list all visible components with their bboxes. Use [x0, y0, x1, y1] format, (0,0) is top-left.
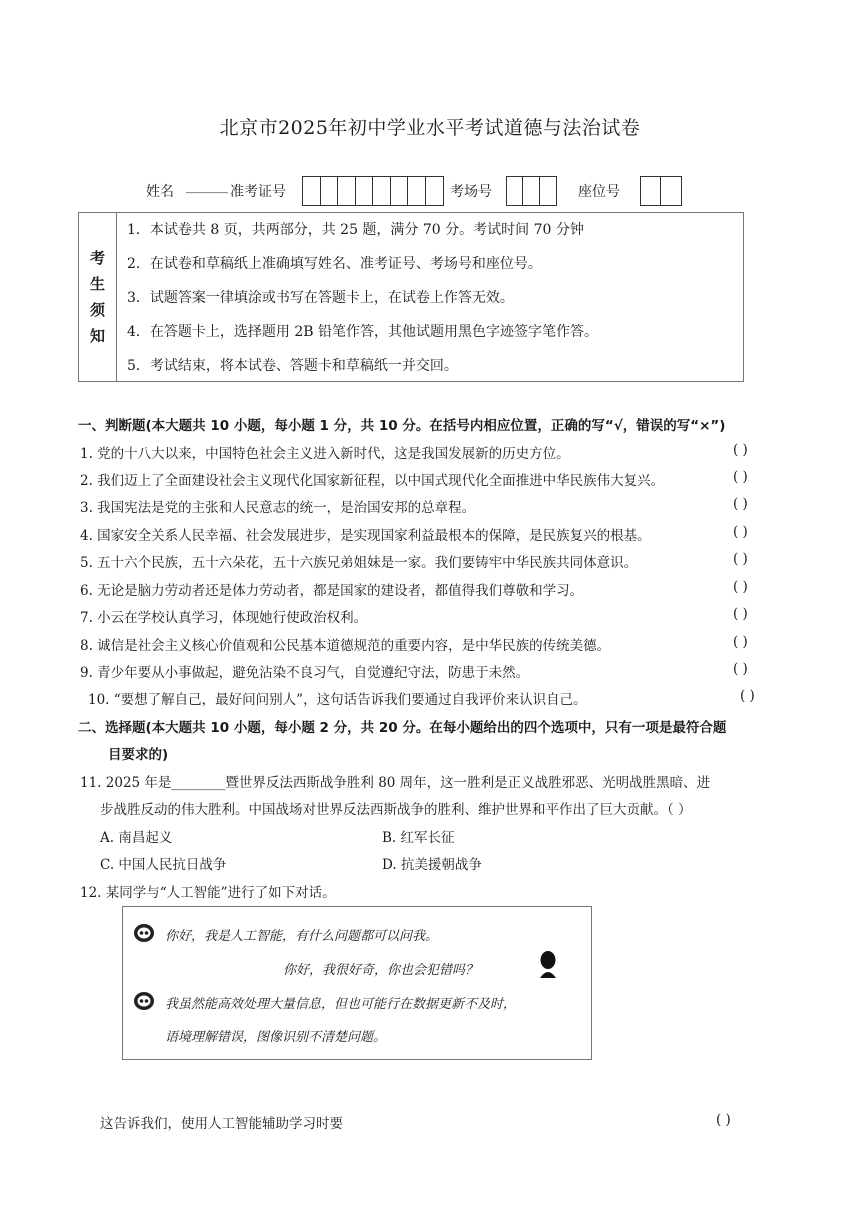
- student-avatar-icon: [537, 949, 559, 979]
- name-blank[interactable]: ______: [186, 178, 228, 194]
- candidate-info-row: [146, 176, 706, 206]
- notice-item: 4．在答题卡上，选择题用 2B 铅笔作答，其他试题用黑色字迹签字笔作答。: [127, 324, 599, 340]
- answer-paren[interactable]: ( ): [733, 634, 748, 650]
- question-12-stem: 12. 某同学与“人工智能”进行了如下对话。: [80, 885, 336, 901]
- name-label: 姓名: [146, 184, 174, 200]
- exam-number-boxes[interactable]: [302, 176, 444, 206]
- notice-item: 3．试题答案一律填涂或书写在答题卡上，在试卷上作答无效。: [127, 290, 514, 306]
- ai-robot-icon: [133, 991, 155, 1011]
- question-11-stem: 11. 2025 年是________暨世界反法西斯战争胜利 80 周年，这一胜利是正义战胜邪恶、光明战胜黑暗、进: [80, 775, 711, 791]
- question-9: 9. 青少年要从小事做起，避免沾染不良习气，自觉遵纪守法，防患于未然。: [80, 665, 530, 681]
- notice-heading: 考 生 须 知: [79, 213, 117, 381]
- answer-paren[interactable]: ( ): [733, 606, 748, 622]
- notice-item: 1．本试卷共 8 页，共两部分，共 25 题，满分 70 分。考试时间 70 分钟: [127, 222, 584, 238]
- question-4: 4. 国家安全关系人民幸福、社会发展进步，是实现国家利益最根本的保障，是民族复兴的根基。: [80, 528, 651, 544]
- question-7: 7. 小云在学校认真学习，体现她行使政治权利。: [80, 610, 368, 626]
- section-heading-continued: 目要求的): [108, 747, 169, 763]
- question-6: 6. 无论是脑力劳动者还是体力劳动者，都是国家的建设者，都值得我们尊敬和学习。: [80, 583, 584, 599]
- section-heading-true-false: 一、判断题(本大题共 10 小题，每小题 1 分，共 10 分。在括号内相应位置，正确的写“√，错误的写“×”): [78, 418, 726, 434]
- question-2: 2. 我们迈上了全面建设社会主义现代化国家新征程，以中国式现代化全面推进中华民族伟大复兴。: [80, 473, 665, 489]
- student-message: 你好，我很好奇，你也会犯错吗？: [283, 963, 479, 978]
- candidate-notice-box: [78, 212, 744, 382]
- answer-paren[interactable]: ( ): [716, 1112, 731, 1128]
- answer-paren[interactable]: ( ): [733, 551, 748, 567]
- question-11-stem-continued: 步战胜反动的伟大胜利。中国战场对世界反法西斯战争的胜利、维护世界和平作出了巨大贡献。（ ）: [100, 802, 692, 818]
- option-b[interactable]: B. 红军长征: [382, 830, 455, 846]
- option-a[interactable]: A. 南昌起义: [100, 830, 173, 846]
- section-heading-multiple-choice: 二、选择题(本大题共 10 小题，每小题 2 分，共 20 分。在每小题给出的四个选项中，只有一项是最符合题: [78, 720, 727, 736]
- question-5: 5. 五十六个民族，五十六朵花，五十六族兄弟姐妹是一家。我们要铸牢中华民族共同体意识。: [80, 555, 638, 571]
- option-d[interactable]: D. 抗美援朝战争: [382, 857, 482, 873]
- seat-number-boxes[interactable]: [640, 176, 682, 206]
- ai-dialogue-box: [122, 906, 592, 1060]
- question-8: 8. 诚信是社会主义核心价值观和公民基本道德规范的重要内容，是中华民族的传统美德。: [80, 638, 611, 654]
- answer-paren[interactable]: ( ): [740, 688, 755, 704]
- question-1: 1. 党的十八大以来，中国特色社会主义进入新时代，这是我国发展新的历史方位。: [80, 446, 570, 462]
- answer-paren[interactable]: ( ): [733, 579, 748, 595]
- question-12-prompt: 这告诉我们，使用人工智能辅助学习时要: [100, 1116, 343, 1132]
- answer-paren[interactable]: ( ): [733, 469, 748, 485]
- notice-item: 2．在试卷和草稿纸上准确填写姓名、准考证号、考场号和座位号。: [127, 256, 542, 272]
- ai-robot-icon: [133, 923, 155, 943]
- answer-paren[interactable]: ( ): [733, 496, 748, 512]
- seat-label: 座位号: [578, 184, 620, 200]
- answer-paren[interactable]: ( ): [733, 524, 748, 540]
- answer-paren[interactable]: ( ): [733, 661, 748, 677]
- option-c[interactable]: C. 中国人民抗日战争: [100, 857, 227, 873]
- question-10: 10. “要想了解自己，最好问问别人”，这句话告诉我们要通过自我评价来认识自己。: [88, 692, 587, 708]
- exam-room-label: 考场号: [450, 184, 492, 200]
- exam-room-boxes[interactable]: [506, 176, 557, 206]
- notice-item: 5．考试结束，将本试卷、答题卡和草稿纸一并交回。: [127, 358, 458, 374]
- ai-message-2: 我虽然能高效处理大量信息，但也可能行在数据更新不及时，: [165, 997, 517, 1012]
- exam-number-label: 准考证号: [230, 184, 286, 200]
- question-3: 3. 我国宪法是党的主张和人民意志的统一，是治国安邦的总章程。: [80, 500, 476, 516]
- page-title: 北京市2025年初中学业水平考试道德与法治试卷: [219, 117, 641, 139]
- answer-paren[interactable]: ( ): [733, 442, 748, 458]
- ai-message-2-continued: 语境理解错误，图像识别不清楚问题。: [165, 1030, 387, 1045]
- ai-message-1: 你好，我是人工智能，有什么问题都可以问我。: [165, 929, 439, 944]
